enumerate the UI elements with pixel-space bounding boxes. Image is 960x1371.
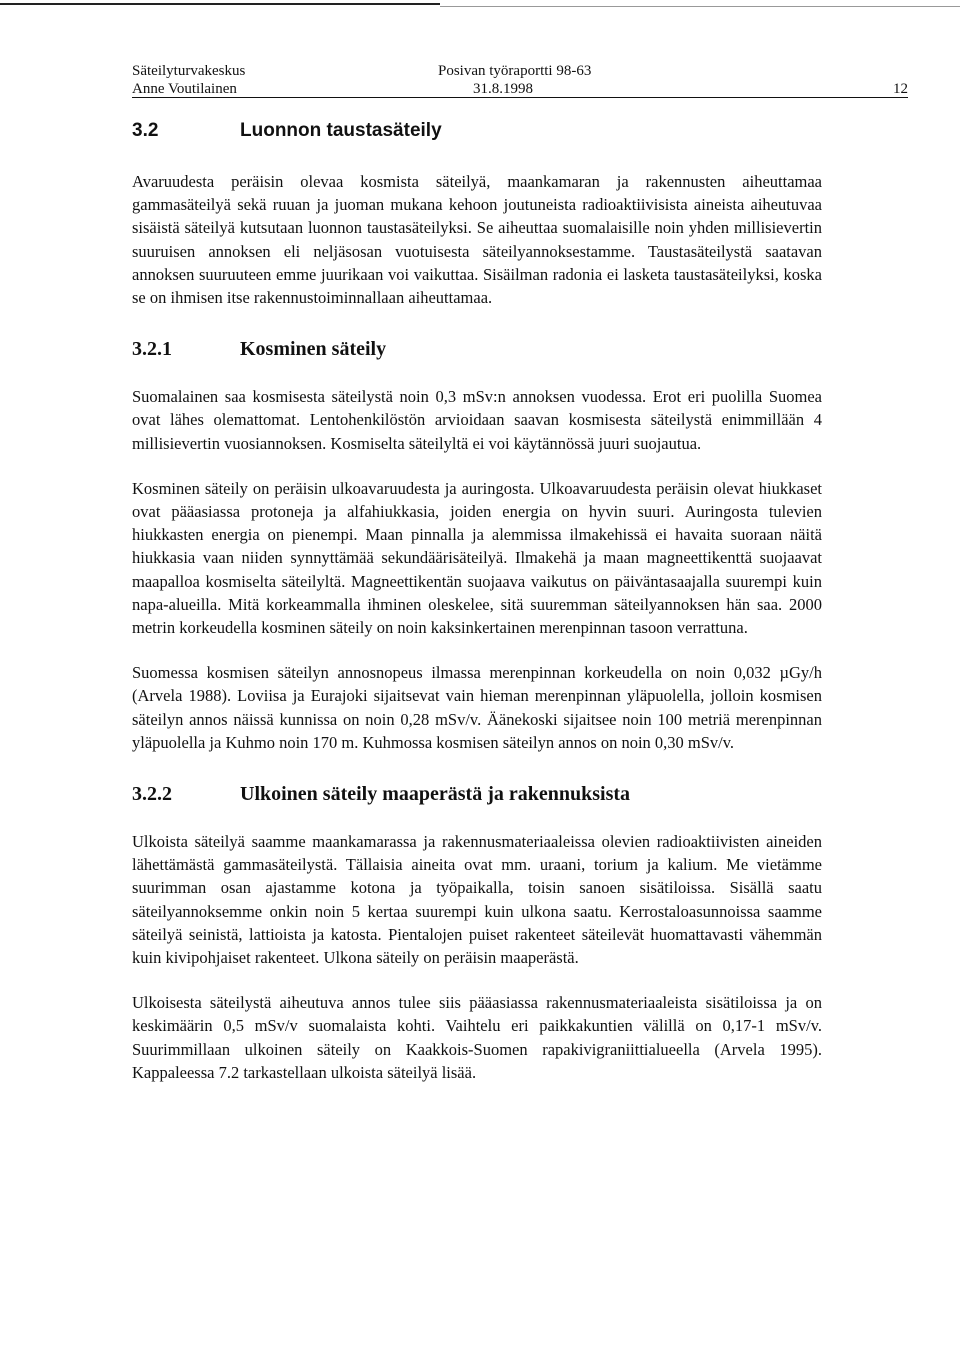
section-heading bbox=[132, 114, 822, 148]
paragraph: Suomalainen saa kosmisesta säteilystä noin 0,3 mSv:n annoksen vuodessa. Erot eri puolilla Suomea ovat lähes olemattomat. Lentohenkilöstön arvioidaan saavan kosmisesta säteilystä enimmillään 4 millisievertin vuosiannoksen. Kosmiselta säteilyltä ei voi käytännössä juuri suojautua. bbox=[132, 387, 822, 453]
paragraph: Ulkoista säteilyä saamme maankamarassa ja rakennusmateriaaleissa olevien radioaktiivisten aineiden lähettämästä gammasäteilystä. Tällaisia aineita ovat mm. uraani, torium ja kalium. Me vietämme suurimman osan ajastamme kotona ja työpaikalla, toisin sanoen sisätiloissa. Sisällä saatu säteilyannoksemme onkin noin 5 kertaa suurempi kuin ulkona saatu. Kerrostaloasunnoissa saamme säteilyä seinistä, lattioista ja katosta. Pientalojen puiset rakenteet säteilevät huomattavasti vähemmän kuin kivipohjaiset rakenteet. Ulkona säteily on peräisin maaperästä. bbox=[132, 832, 822, 968]
paragraph: Kosminen säteily on peräisin ulkoavaruudesta ja auringosta. Ulkoavaruudesta peräisin olevat hiukkaset ovat pääasiassa protoneja ja alfahiukkasia, joiden energia on hyvin suuri. Auringosta tulevien hiukkasten energia on pienempi. Maan pinnalla ja alemmissa ilmakehissä ei havaita suoraan näitä hiukkasia vaan niiden synnyttämää sekundäärisäteilyä. Ilmakehä ja maan magneettikenttä suojaavat maapalloa kosmiselta säteilyltä. Magneettikentän suojaava vaikutus on päiväntasaajalla suurempi kuin napa-alueilla. Mitä korkeammalla ihminen oleskelee, sitä suuremman säteilyannoksen hän saa. 2000 metrin korkeudella kosminen säteily on noin kaksinkertainen merenpinnan tasoon verrattuna. bbox=[132, 478, 822, 638]
subsection-number: 3.2.1 bbox=[132, 338, 172, 361]
scan-edge-line bbox=[0, 3, 440, 5]
header-report-id: Posivan työraportti 98-63 bbox=[438, 63, 592, 79]
scan-edge-line-faint bbox=[440, 6, 960, 7]
page-body bbox=[132, 114, 822, 1084]
header-rule bbox=[132, 97, 908, 98]
subsection-title: Kosminen säteily bbox=[240, 338, 387, 361]
section-number: 3.2 bbox=[132, 120, 159, 141]
header-date: 31.8.1998 bbox=[473, 81, 533, 97]
page-header bbox=[132, 62, 908, 98]
paragraph: Ulkoisesta säteilystä aiheutuva annos tulee siis pääasiassa rakennusmateriaaleista sisätiloissa ja on keskimäärin 0,5 mSv/v suomalaista kohti. Vaihtelu eri paikkakuntien välillä on 0,17-1 mSv/v. Suurimmillaan ulkoinen säteily on Kaakkois-Suomen rapakivigraniittialueella (Arvela 1995). Kappaleessa 7.2 tarkastellaan ulkoista säteilyä lisää. bbox=[132, 993, 822, 1082]
subsection-heading-cosmic bbox=[132, 335, 822, 363]
header-author: Anne Voutilainen bbox=[132, 81, 237, 97]
subsection-title: Ulkoinen säteily maaperästä ja rakennuksista bbox=[240, 783, 631, 806]
paragraph: Suomessa kosmisen säteilyn annosnopeus ilmassa merenpinnan korkeudella on noin 0,032 µGy/h (Arvela 1988). Loviisa ja Eurajoki sijaitsevat vain hieman merenpinnan yläpuolella, jolloin kosmisen säteilyn annos näissä kunnissa on noin 0,28 mSv/v. Äänekoski sijaitsee noin 100 metriä merenpinnan yläpuolella ja Kuhmo noin 170 m. Kuhmossa kosmisen säteilyn annos on noin 0,30 mSv/v. bbox=[132, 663, 822, 752]
header-organization: Säteilyturvakeskus bbox=[132, 63, 246, 79]
page-number: 12 bbox=[893, 81, 908, 97]
subsection-heading-external bbox=[132, 780, 822, 808]
subsection-number: 3.2.2 bbox=[132, 783, 172, 806]
intro-paragraph: Avaruudesta peräisin olevaa kosmista säteilyä, maankamaran ja rakennusten aiheuttamaa gammasäteilyä sekä ruuan ja juoman mukana kehoon joutuneista radioaktiivisista aineista aiheutuvaa sisäistä säteilyä kutsutaan luonnon taustasäteilyksi. Se aiheuttaa suomalaisille noin yhden millisievertin suuruisen annoksen eli neljäsosan vuotuisesta säteilyannoksestamme. Taustasäteilystä saatavan annoksen suuruuteen emme juurikaan voi vaikuttaa. Sisäilman radonia ei lasketa taustasäteilyksi, koska se on ihmisen itse rakennustoiminnallaan aiheuttamaa. bbox=[132, 172, 822, 308]
section-title: Luonnon taustasäteily bbox=[240, 120, 442, 141]
